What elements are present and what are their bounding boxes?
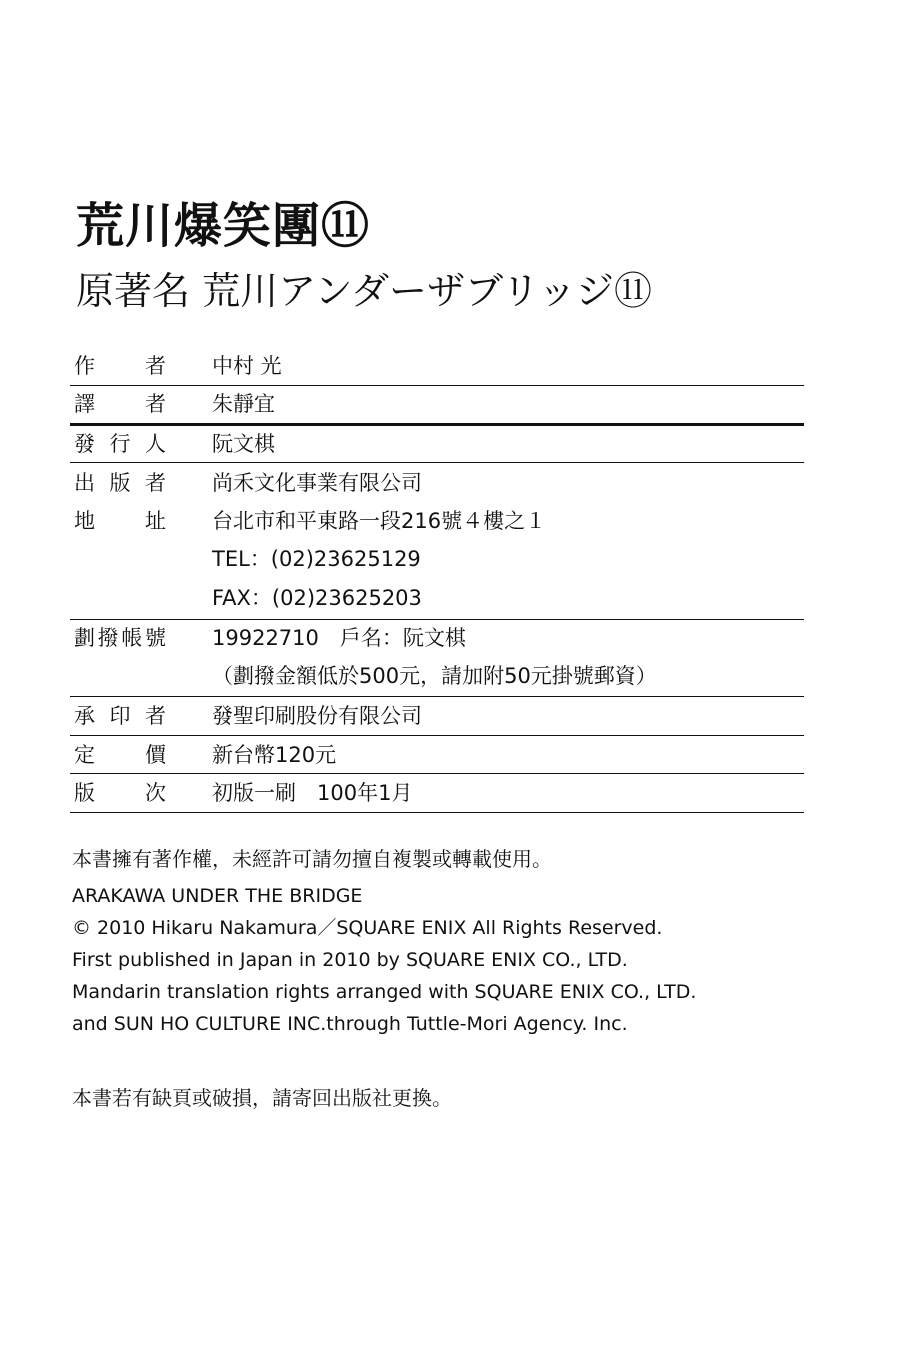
- printer-value: 發聖印刷股份有限公司: [212, 704, 422, 728]
- publisher-person-label: 發 行 人: [74, 432, 166, 456]
- printer-row: [74, 697, 814, 735]
- edition-row: [74, 774, 814, 812]
- printer-label: 承 印 者: [74, 704, 166, 728]
- price-row: [74, 736, 814, 774]
- fax-row: [74, 579, 814, 617]
- translator-value: 朱靜宜: [212, 392, 275, 416]
- publisher-person-value: 阮文棋: [212, 432, 275, 456]
- edition-value: 初版一刷 100年1月: [212, 781, 413, 805]
- publisher-row: [74, 464, 814, 502]
- publisher-value: 尚禾文化事業有限公司: [212, 471, 422, 495]
- tel-value: TEL：(02)23625129: [212, 547, 421, 571]
- tel-row: [74, 540, 814, 578]
- address-row: [74, 502, 814, 540]
- publisher-person-row: [74, 425, 814, 463]
- account-note: （劃撥金額低於500元，請加附50元掛號郵資）: [212, 664, 657, 688]
- edition-label: 版 次: [74, 781, 166, 805]
- divider: [70, 812, 804, 813]
- translator-row: [74, 385, 814, 423]
- book-title: 荒川爆笑團⑪: [76, 198, 371, 254]
- defect-notice: 本書若有缺頁或破損，請寄回出版社更換。: [72, 1086, 452, 1110]
- translator-label: 譯 者: [74, 392, 166, 416]
- rights-notice: 本書擁有著作權，未經許可請勿擅自複製或轉載使用。: [72, 847, 552, 871]
- account-label: 劃撥帳號: [74, 626, 166, 650]
- author-value: 中村 光: [212, 354, 282, 378]
- author-row: [74, 347, 814, 385]
- price-value: 新台幣120元: [212, 743, 337, 767]
- account-row: [74, 619, 814, 657]
- account-note-row: [74, 657, 814, 695]
- english-translation: Mandarin translation rights arranged with SQUARE ENIX CO., LTD.: [72, 981, 697, 1003]
- author-label: 作 者: [74, 354, 166, 378]
- divider: [70, 462, 804, 463]
- fax-value: FAX：(02)23625203: [212, 586, 422, 610]
- english-title: ARAKAWA UNDER THE BRIDGE: [72, 885, 363, 907]
- original-title: 原著名 荒川アンダーザブリッジ⑪: [76, 269, 653, 313]
- publisher-label: 出 版 者: [74, 471, 166, 495]
- address-label: 地 址: [74, 509, 166, 533]
- address-value: 台北市和平東路一段216號４樓之１: [212, 509, 547, 533]
- english-copyright: © 2010 Hikaru Nakamura／SQUARE ENIX All Rights Reserved.: [72, 917, 663, 939]
- english-agency: and SUN HO CULTURE INC.through Tuttle-Mori Agency. Inc.: [72, 1013, 628, 1035]
- english-published: First published in Japan in 2010 by SQUARE ENIX CO., LTD.: [72, 949, 628, 971]
- price-label: 定 價: [74, 743, 166, 767]
- account-value: 19922710 戶名：阮文棋: [212, 626, 466, 650]
